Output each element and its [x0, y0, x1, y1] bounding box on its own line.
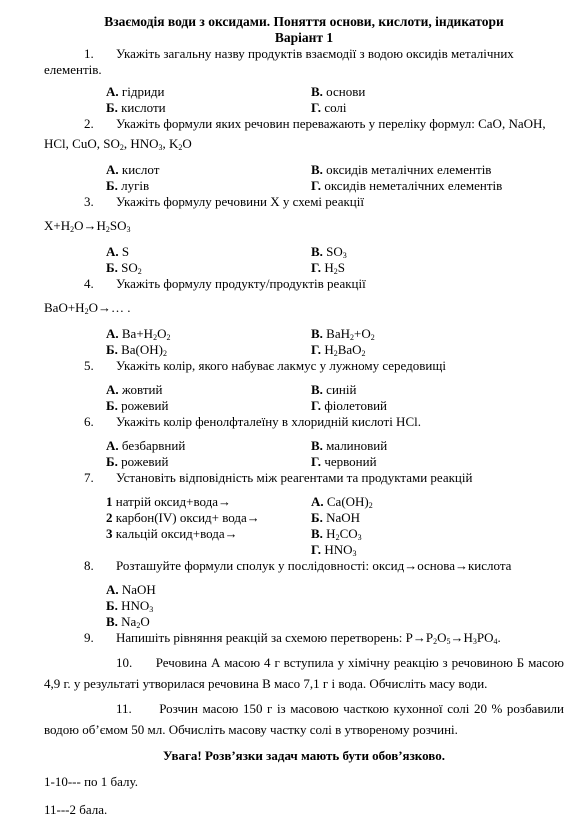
question-11: 11. Розчин масою 150 г із масовою часткою кухонної солі 20 % розбавили водою об’ємом 50 мл. Обчисліть масову частку солі в утвореному розчині.: [44, 701, 564, 737]
question-3-options: А. S В. $SO_3$ Б. $SO_2$ Г. $H_2S$: [106, 244, 347, 276]
question-8-options: А. NaOH Б. $HNO_3$ В. $Na_2O$: [106, 582, 156, 630]
question-4: 4. Укажіть формулу продукту/продуктів реакції: [84, 276, 366, 291]
worksheet: [44, 14, 564, 818]
question-2: 2. Укажіть формули яких речовин переважають у переліку формул: CaO, NaOH,: [84, 116, 546, 131]
question-5: 5. Укажіть колір, якого набуває лакмус у лужному середовищі: [84, 358, 446, 373]
question-10: 10. Речовина А масою 4 г вступила у хімічну реакцію з речовиною Б масою 4,9 г. у результаті утворилася речовина В масо 7,1 г і вода. Обчисліть масу води.: [44, 655, 565, 691]
score-line-1: 1-10--- по 1 балу.: [44, 774, 138, 789]
question-9: 9. Напишіть рівняння реакцій за схемою перетворень: $P\to P_2O_5\to H_3PO_4$.: [84, 630, 501, 646]
question-3: 3. Укажіть формулу речовини X у схемі реакції: [84, 194, 364, 209]
question-7-matching: 1 натрій оксид+вода→ А. $Ca(OH)_2$ 2 карбон(IV) оксид+ вода→ Б. NaOH 3 кальцій оксид+вода→ В. $H_2CO_3$ Г. $HNO_3$: [106, 494, 373, 558]
question-7: 7. Установіть відповідність між реагентами та продуктами реакцій: [84, 470, 473, 485]
question-8: 8. Розташуйте формули сполук у послідовності: оксид→основа→кислота: [84, 558, 512, 573]
question-6: 6. Укажіть колір фенолфталеїну в хлоридній кислоті HCl.: [84, 414, 421, 429]
score-line-2: 11---2 бала.: [44, 802, 108, 817]
question-4-scheme: $BaO+H_2O\to\dots$ .: [44, 300, 131, 316]
variant-label: Варіант 1: [274, 30, 334, 45]
question-1-options: А. гідриди В. основи Б. кислоти Г. солі: [106, 84, 366, 115]
question-2-options: А. кислот В. оксидів металічних елементів Б. лугів Г. оксидів неметалічних елементів: [106, 162, 503, 193]
question-6-options: А. безбарвний В. малиновий Б. рожевий Г. червоний: [106, 438, 388, 469]
note-warning: Увага! Розв’язки задач мають бути обов’язково.: [163, 748, 445, 763]
question-3-scheme: $X+H_2O\to H_2SO_3$: [44, 218, 131, 234]
question-4-options: А. $Ba+H_2O_2$ В. $BaH_2+O_2$ Б. $Ba(OH)_2$ Г. $H_2BaO_2$: [106, 326, 375, 358]
question-5-options: А. жовтий В. синій Б. рожевий Г. фіолетовий: [106, 382, 387, 413]
question-2-formulas: HCl, CuO, $SO_2$, $HNO_3$, $K_2O$: [44, 136, 192, 152]
question-1-cont: елементів.: [44, 62, 102, 77]
question-1: 1. Укажіть загальну назву продуктів взаємодії з водою оксидів металічних: [84, 46, 514, 61]
worksheet-title: Взаємодія води з оксидами. Поняття основи, кислоти, індикатори: [104, 14, 504, 29]
